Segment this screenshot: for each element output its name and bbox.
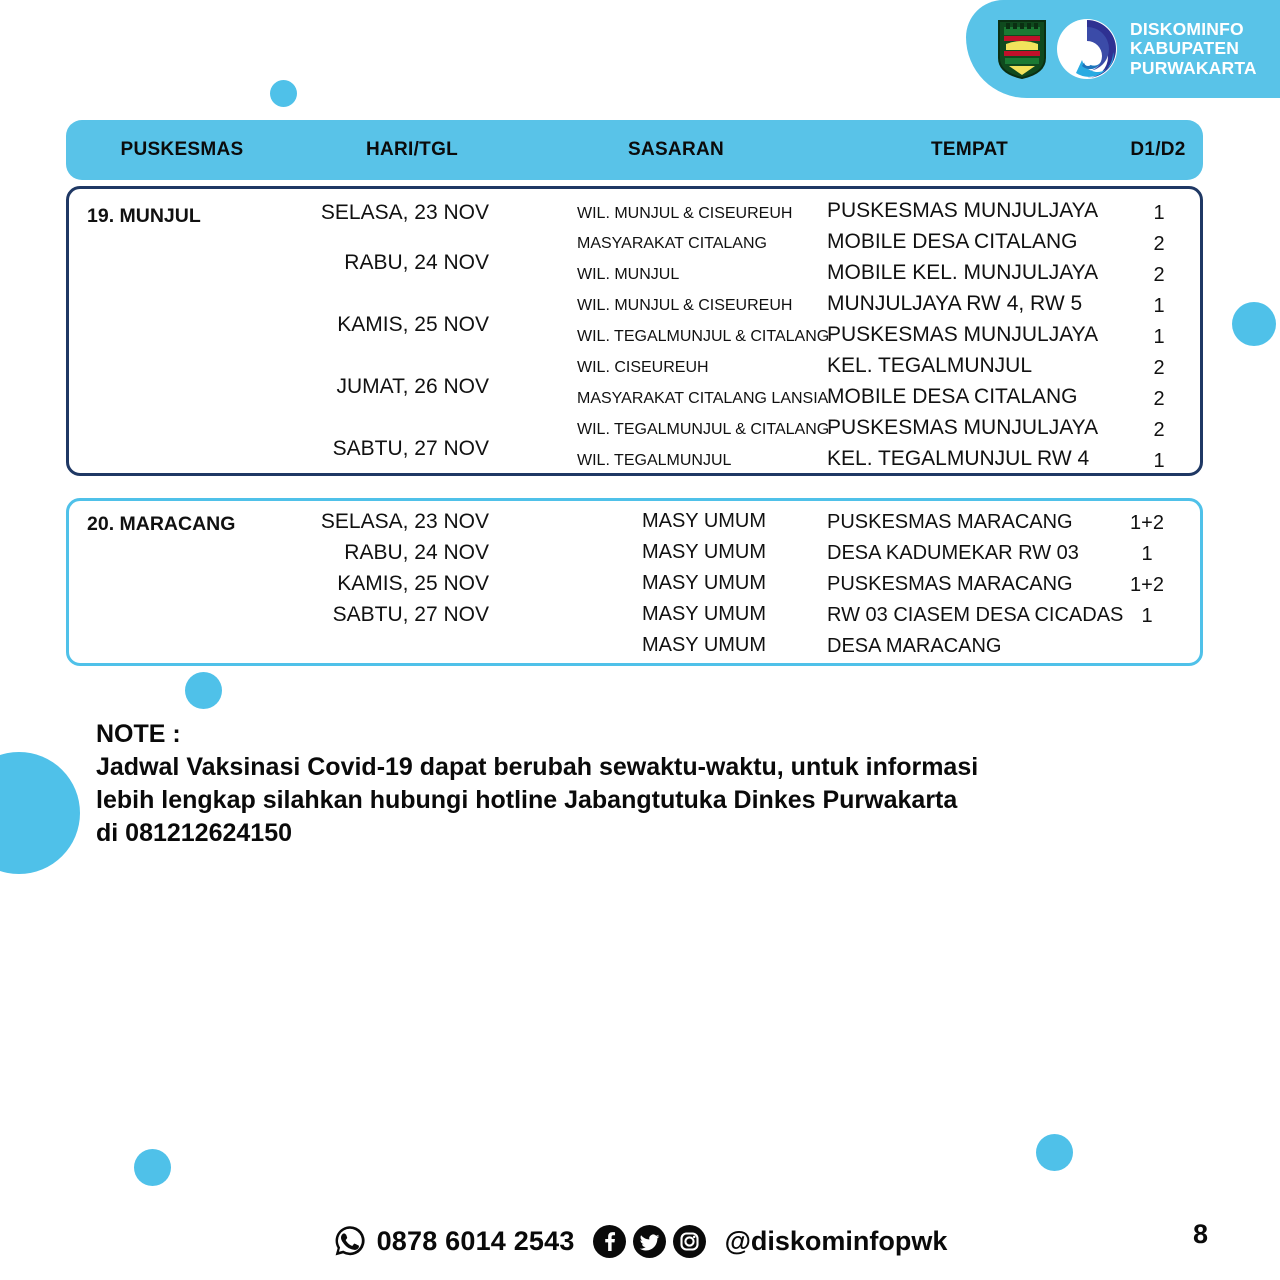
note-title: NOTE : [96,720,181,748]
facebook-icon[interactable] [593,1225,626,1258]
column-header-sasaran: SASARAN [627,139,725,160]
table-cell-tempat: PUSKESMAS MARACANG [827,573,1073,595]
table-cell-tempat: DESA KADUMEKAR RW 03 [827,542,1079,564]
table-cell-tempat: MOBILE DESA CITALANG [827,230,1078,253]
table-cell-d1d2: 1+2 [1130,512,1164,534]
twitter-icon[interactable] [633,1225,666,1258]
table-cell-d1d2: 1 [1153,202,1165,224]
table-cell-sasaran: WIL. MUNJUL & CISEUREUH [577,297,793,314]
table-cell-tempat: PUSKESMAS MUNJULJAYA [827,199,1099,222]
table-cell-tempat: PUSKESMAS MUNJULJAYA [827,416,1099,439]
table-cell-hari: RABU, 24 NOV [344,541,489,564]
table-cell-sasaran: MASYARAKAT CITALANG [577,235,767,252]
table-cell-sasaran: MASY UMUM [641,541,767,563]
table-cell-hari: RABU, 24 NOV [344,251,489,274]
table-cell-hari: JUMAT, 26 NOV [336,375,489,398]
brand-text [1130,20,1257,79]
page-number: 8 [1192,1219,1208,1249]
table-cell-hari: SABTU, 27 NOV [332,437,489,460]
table-cell-d1d2: 2 [1153,388,1165,410]
column-header-tempat: TEMPAT [930,139,1009,160]
table-cell-d1d2: 1 [1153,326,1165,348]
decor-circle [185,672,222,709]
column-header-puskesmas: PUSKESMAS [120,139,244,160]
brand-line-2: KABUPATEN [1130,38,1240,59]
social-handle: @diskominfopwk [724,1225,948,1256]
instagram-icon[interactable] [673,1225,706,1258]
table-cell-tempat: KEL. TEGALMUNJUL RW 4 [827,447,1090,470]
table-cell-sasaran: MASY UMUM [641,634,767,656]
table-cell-sasaran: MASY UMUM [641,572,767,594]
decor-circle [1232,302,1276,346]
table-cell-d1d2: 2 [1153,419,1165,441]
table-cell-sasaran: WIL. TEGALMUNJUL [577,452,732,469]
purwakarta-regency-crest-icon [996,18,1048,80]
table-cell-tempat: KEL. TEGALMUNJUL [827,354,1033,377]
table-cell-tempat: MUNJULJAYA RW 4, RW 5 [827,292,1083,315]
table-cell-sasaran: WIL. TEGALMUNJUL & CITALANG [577,421,830,438]
table-cell-d1d2: 1 [1153,450,1165,472]
note-line-1: Jadwal Vaksinasi Covid-19 dapat berubah sewaktu-waktu, untuk informasi [96,753,979,781]
note-line-3: di 081212624150 [96,819,293,847]
note-line-2: lebih lengkap silahkan hubungi hotline Jabangtutuka Dinkes Purwakarta [96,786,958,814]
decor-circle [270,80,297,107]
table-cell-hari: KAMIS, 25 NOV [337,572,489,595]
table-cell-tempat: DESA MARACANG [827,635,1002,657]
kominfo-wave-logo-icon [1056,18,1118,80]
table-cell-hari: SELASA, 23 NOV [320,201,489,224]
decor-circle [1036,1134,1073,1171]
table-cell-sasaran: WIL. MUNJUL & CISEUREUH [577,205,793,222]
puskesmas-name: 20. MARACANG [87,513,236,535]
footer [0,1212,1280,1270]
note-block [96,718,1186,850]
table-cell-tempat: PUSKESMAS MUNJULJAYA [827,323,1099,346]
header-logo-band [966,0,1280,98]
column-header-d1d2: D1/D2 [1130,139,1186,160]
table-cell-d1d2: 2 [1153,233,1165,255]
table-cell-hari: SABTU, 27 NOV [332,603,489,626]
table-cell-d1d2: 1 [1141,605,1153,627]
table-cell-hari: KAMIS, 25 NOV [337,313,489,336]
table-cell-d1d2: 2 [1153,264,1165,286]
table-cell-sasaran: WIL. MUNJUL [577,266,680,283]
table-header-bar [66,120,1203,180]
whatsapp-icon [333,1224,367,1258]
table-block-munjul [66,186,1203,476]
decor-circle [0,752,80,874]
decor-circle [134,1149,171,1186]
table-cell-sasaran: WIL. TEGALMUNJUL & CITALANG [577,328,830,345]
column-header-haritgl: HARI/TGL [365,139,459,160]
phone-number: 0878 6014 2543 [376,1225,575,1256]
table-cell-tempat: MOBILE DESA CITALANG [827,385,1078,408]
table-cell-d1d2: 1 [1141,543,1153,565]
puskesmas-name: 19. MUNJUL [87,205,201,227]
table-cell-tempat: RW 03 CIASEM DESA CICADAS [827,604,1124,626]
table-cell-d1d2: 1+2 [1130,574,1164,596]
table-cell-sasaran: MASY UMUM [641,603,767,625]
table-cell-d1d2: 2 [1153,357,1165,379]
table-cell-sasaran: MASYARAKAT CITALANG LANSIA [577,390,829,407]
table-cell-tempat: MOBILE KEL. MUNJULJAYA [827,261,1099,284]
table-cell-d1d2: 1 [1153,295,1165,317]
brand-line-1: DISKOMINFO [1130,18,1244,39]
table-block-maracang [66,498,1203,666]
table-cell-hari: SELASA, 23 NOV [320,510,489,533]
table-cell-sasaran: MASY UMUM [641,510,767,532]
brand-line-3: PURWAKARTA [1130,57,1257,78]
table-cell-sasaran: WIL. CISEUREUH [577,359,709,376]
table-cell-tempat: PUSKESMAS MARACANG [827,511,1073,533]
